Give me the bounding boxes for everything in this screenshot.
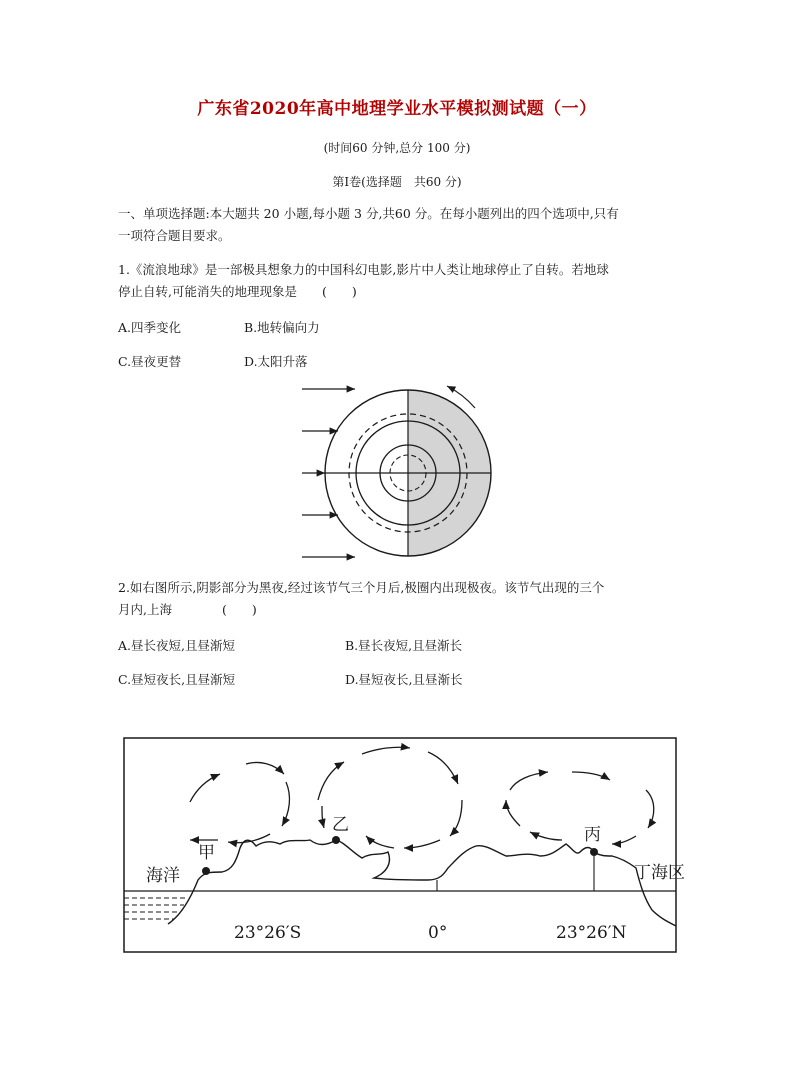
axis-label-south: 23°26′S xyxy=(234,923,302,943)
label-yi: 乙 xyxy=(332,815,349,835)
point-yi xyxy=(332,836,340,844)
question-2-line-1: 2.如右图所示,阴影部分为黑夜,经过该节气三个月后,极圈内出现极夜。该节气出现的三个 xyxy=(118,580,605,595)
left-circulation-cell xyxy=(190,762,289,842)
circulation-cross-section xyxy=(120,734,685,956)
q1-option-c: C.昼夜更替 xyxy=(118,354,182,369)
q2-option-b: B.昼长夜短,且昼渐长 xyxy=(345,638,463,653)
q2-option-a: A.昼长夜短,且昼渐短 xyxy=(118,638,235,653)
q1-option-d: D.太阳升落 xyxy=(244,354,308,369)
point-jia xyxy=(202,867,210,875)
question-1-line-1: 1.《流浪地球》是一部极具想象力的中国科幻电影,影片中人类让地球停止了自转。若地球 xyxy=(118,262,609,277)
earth-illumination-diagram xyxy=(290,376,510,566)
instructions-line-1: 一、单项选择题:本大题共 20 小题,每小题 3 分,共60 分。在每小题列出的四个选项中,只有 xyxy=(118,206,619,221)
label-ocean: 海洋 xyxy=(146,866,180,886)
q2-option-d: D.昼短夜长,且昼渐长 xyxy=(345,672,463,687)
q1-option-a: A.四季变化 xyxy=(118,320,182,335)
question-2-line-2: 月内,上海 ( ) xyxy=(118,602,257,617)
instructions-line-2: 一项符合题目要求。 xyxy=(118,228,231,243)
label-ding: 丁海区 xyxy=(634,863,685,883)
point-bing xyxy=(590,848,598,856)
label-bing: 丙 xyxy=(584,825,601,845)
axis-label-north: 23°26′N xyxy=(556,923,627,943)
axis-label-equator: 0° xyxy=(428,923,448,943)
page-title: 广东省2020年高中地理学业水平模拟测试题（一） xyxy=(197,99,597,119)
label-jia: 甲 xyxy=(198,843,215,863)
right-circulation-cell xyxy=(506,772,654,844)
terrain-profile xyxy=(168,840,676,926)
q2-option-c: C.昼短夜长,且昼渐短 xyxy=(118,672,236,687)
q1-option-b: B.地转偏向力 xyxy=(244,320,320,335)
ocean-water xyxy=(124,898,188,919)
question-1-line-2: 停止自转,可能消失的地理现象是 ( ) xyxy=(118,284,357,299)
section-title: 第Ⅰ卷(选择题 共60 分) xyxy=(332,175,462,189)
time-note: (时间60 分钟,总分 100 分) xyxy=(323,141,471,155)
